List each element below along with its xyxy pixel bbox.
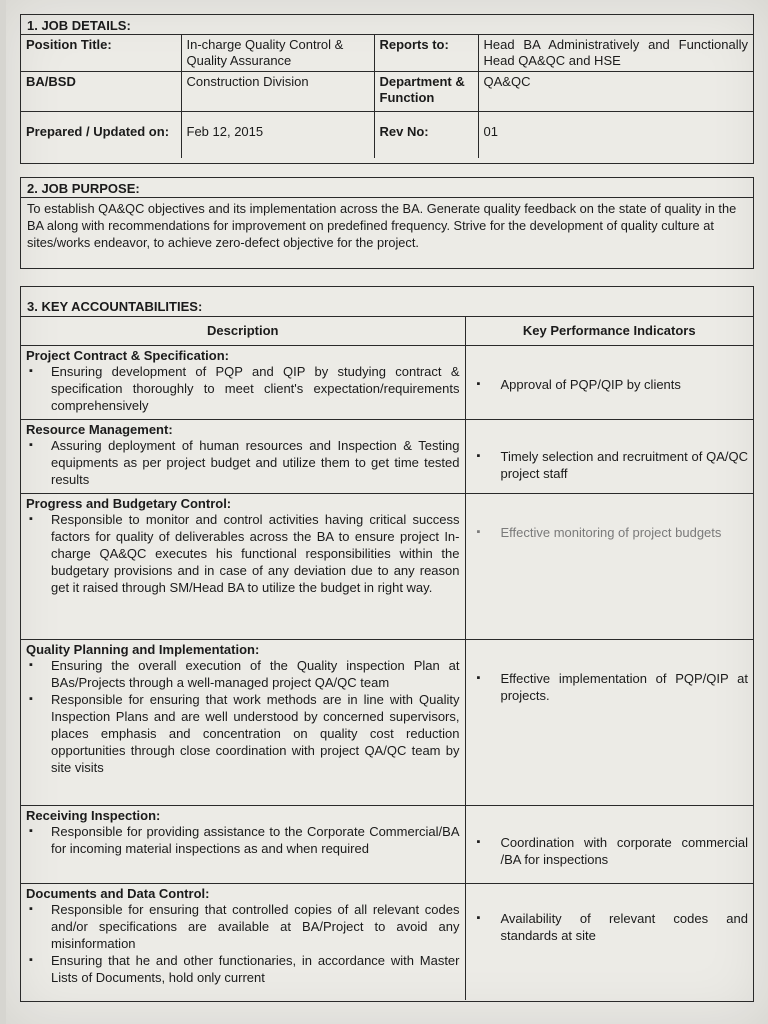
- accountability-bullet: ▪ Ensuring that he and other functionaries, in accordance with Master Lists of Documents, hold only current: [26, 952, 460, 986]
- kpi-text: ▪ Timely selection and recruitment of QA/QC project staff: [471, 448, 749, 482]
- department-label: Department & Function: [374, 72, 478, 112]
- kpi-text: ▪ Coordination with corporate commercial /BA for inspections: [471, 834, 749, 868]
- kpi-text: ▪ Availability of relevant codes and standards at site: [471, 910, 749, 944]
- accountability-bullet: ▪ Responsible for providing assistance to the Corporate Commercial/BA for incoming material inspections as and when required: [26, 823, 460, 857]
- accountability-bullet: ▪ Ensuring development of PQP and QIP by studying contract & specification thoroughly to meet client's expectation/requirements comprehensively: [26, 363, 460, 414]
- prepared-label: Prepared / Updated on:: [21, 112, 181, 158]
- accountability-title: Resource Management:: [26, 422, 173, 437]
- accountability-bullet: ▪ Responsible for ensuring that work methods are in line with Quality Inspection Plans and are well understood by concerned supervisors, places emphasis and concentration on quality cost reduction opportunities through close coordination with project QA/QC team by site visits: [26, 691, 460, 776]
- rev-no-label: Rev No:: [374, 112, 478, 158]
- position-title-label: Position Title:: [21, 35, 181, 72]
- job-details-heading: 1. JOB DETAILS:: [21, 15, 753, 35]
- accountability-title: Quality Planning and Implementation:: [26, 642, 260, 657]
- ba-bsd-value: Construction Division: [181, 72, 374, 112]
- key-accountabilities-section: [20, 286, 754, 1002]
- job-details-table: [21, 34, 753, 158]
- kpi-text: ▪ Effective implementation of PQP/QIP at projects.: [471, 670, 749, 704]
- accountability-row: [21, 494, 465, 640]
- accountability-row: [21, 640, 465, 806]
- accountability-row: [21, 346, 465, 420]
- accountability-bullet: ▪ Responsible to monitor and control activities having critical success factors for quality of deliverables across the BA to ensure project In-charge QA&QC executes his functional responsibilities within the budgetary provisions and in case of any deviation due to any reason get it raised through SM/Head BA to utilize the budget in right way.: [26, 511, 460, 596]
- accountability-title: Receiving Inspection:: [26, 808, 161, 823]
- kpi-text: ▪ Approval of PQP/QIP by clients: [471, 376, 749, 393]
- job-details-section: [20, 14, 754, 164]
- job-purpose-section: [20, 177, 754, 269]
- kpi-text: ▪ Effective monitoring of project budgets: [471, 524, 749, 541]
- accountability-bullet: ▪ Assuring deployment of human resources and Inspection & Testing equipments as per project budget and utilize them to get time tested results: [26, 437, 460, 488]
- department-value: QA&QC: [478, 72, 753, 112]
- reports-to-value: Head BA Administratively and Functionally Head QA&QC and HSE: [478, 35, 753, 72]
- job-purpose-heading: 2. JOB PURPOSE:: [21, 178, 753, 198]
- accountability-bullet: ▪ Responsible for ensuring that controlled copies of all relevant codes and/or specifications are available at BA/Project to avoid any misinformation: [26, 901, 460, 952]
- accountability-row: [21, 420, 465, 494]
- accountability-row: [21, 806, 465, 884]
- accountability-row: [21, 884, 465, 1000]
- kpi-column-header: Key Performance Indicators: [465, 317, 753, 346]
- accountability-bullet: ▪ Ensuring the overall execution of the Quality inspection Plan at BAs/Projects through a well-managed project QA/QC team: [26, 657, 460, 691]
- document-page: [6, 0, 768, 1024]
- accountability-title: Project Contract & Specification:: [26, 348, 229, 363]
- key-accountabilities-heading: 3. KEY ACCOUNTABILITIES:: [21, 287, 753, 317]
- description-column-header: Description: [21, 317, 465, 346]
- position-title-value: In-charge Quality Control & Quality Assurance: [181, 35, 374, 72]
- reports-to-label: Reports to:: [374, 35, 478, 72]
- accountability-title: Progress and Budgetary Control:: [26, 496, 232, 511]
- job-purpose-text: To establish QA&QC objectives and its implementation across the BA. Generate quality feedback on the state of quality in the BA along with recommendations for improvement on predefined frequency. Strive for the development of quality culture at sites/works endeavor, to achieve zero-defect objective for the project.: [27, 201, 737, 250]
- accountability-title: Documents and Data Control:: [26, 886, 210, 901]
- ba-bsd-label: BA/BSD: [21, 72, 181, 112]
- key-accountabilities-table: [21, 316, 753, 1000]
- rev-no-value: 01: [478, 112, 753, 158]
- prepared-value: Feb 12, 2015: [181, 112, 374, 158]
